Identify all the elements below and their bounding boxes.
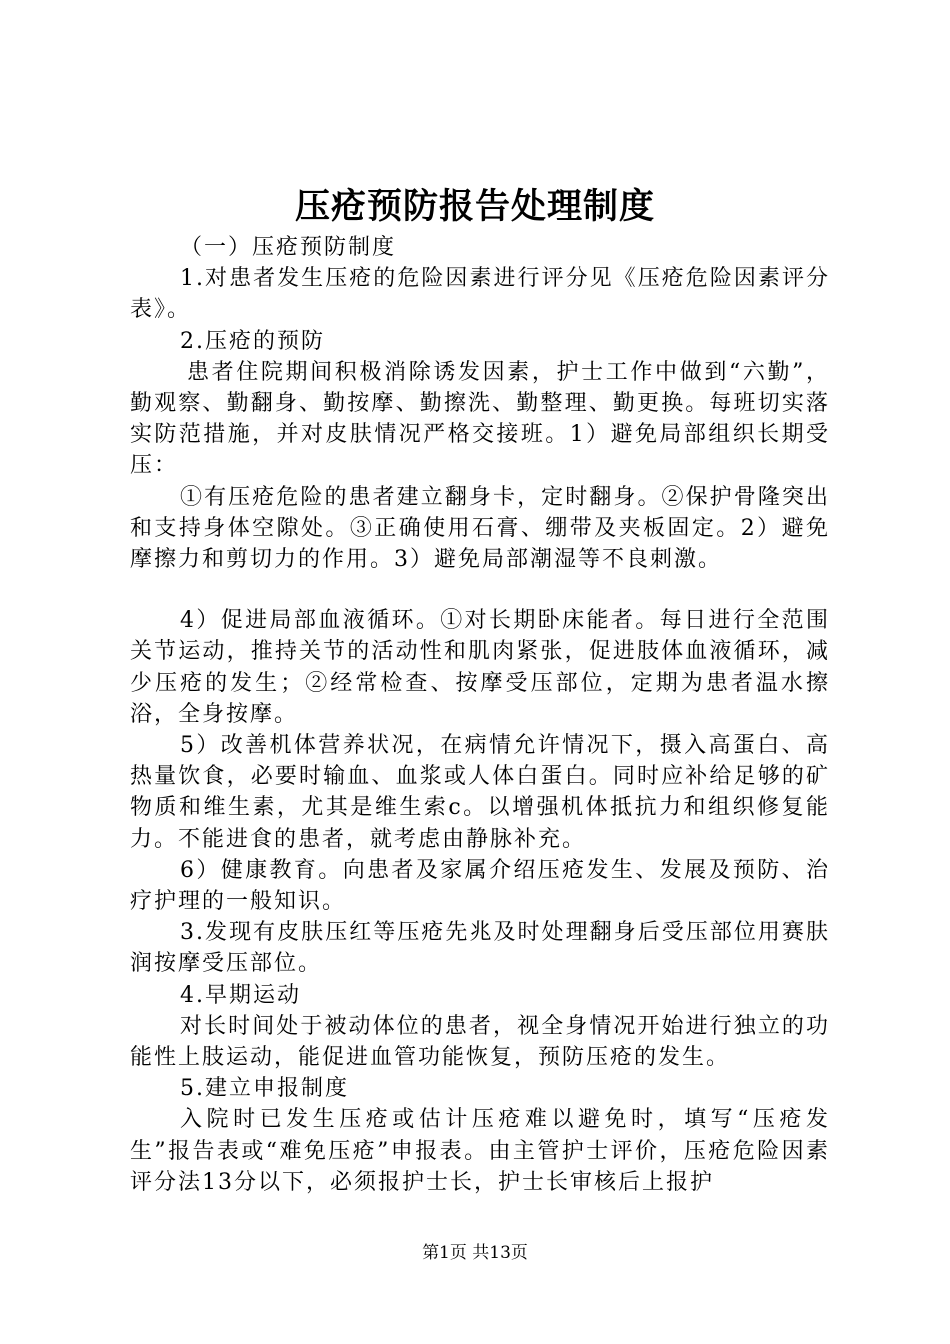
paragraph-item-4-heading: 4.早期运动 [180,982,301,1008]
paragraph-item-2-heading: 2.压疮的预防 [180,328,325,354]
section-heading: （一）压疮预防制度 [180,235,397,260]
document-title: 压疮预防报告处理制度 [294,186,655,227]
paragraph-reporting: 入院时已发生压疮或估计压疮难以避免时，填写“压疮发生”报告表或“难免压疮”申报表。由主管护士评价，压疮危险因素评分法13分以下，必须报护士长，护士长审核后上报护 [130,1107,830,1195]
page-number-footer: 第1页 共13页 [422,1243,528,1263]
paragraph-six-diligences: 患者住院期间积极消除诱发因素，护士工作中做到“六勤”，勤观察、勤翻身、勤按摩、勤擦洗、勤整理、勤更换。每班切实落实防范措施，并对皮肤情况严格交接班。1）避免局部组织长期受压： [130,359,830,479]
paragraph-circulation: 4）促进局部血液循环。①对长期卧床能者。每日进行全范围关节运动，推持关节的活动性和肌肉紧张，促进肢体血液循环，减少压疮的发生；②经常检查、按摩受压部位，定期为患者温水擦浴，全身按摩。 [130,608,830,727]
paragraph-health-education: 6）健康教育。向患者及家属介绍压疮发生、发展及预防、治疗护理的一般知识。 [130,857,830,915]
paragraph-gap [130,575,830,605]
paragraph-item-5-heading: 5.建立申报制度 [180,1076,349,1102]
paragraph-item-1: 1.对患者发生压疮的危险因素进行评分见《压疮危险因素评分表》。 [130,266,830,323]
paragraph-item-3: 3.发现有皮肤压红等压疮先兆及时处理翻身后受压部位用赛肤润按摩受压部位。 [130,920,830,977]
paragraph-early-exercise: 对长时间处于被动体位的患者，视全身情况开始进行独立的功能性上肢运动，能促进血管功能恢复，预防压疮的发生。 [130,1013,830,1071]
paragraph-nutrition: 5）改善机体营养状况，在病情允许情况下，摄入高蛋白、高热量饮食，必要时输血、血浆或人体白蛋白。同时应补给足够的矿物质和维生素，尤其是维生索c。以增强机体抵抗力和组织修复能力。不能进食的患者，就考虑由静脉补充。 [130,733,830,852]
paragraph-turning-card: ①有压疮危险的患者建立翻身卡，定时翻身。②保护骨隆突出和支持身体空隙处。③正确使用石膏、绷带及夹板固定。2）避免摩擦力和剪切力的作用。3）避免局部潮湿等不良刺激。 [130,484,830,573]
document-body [130,232,830,1198]
